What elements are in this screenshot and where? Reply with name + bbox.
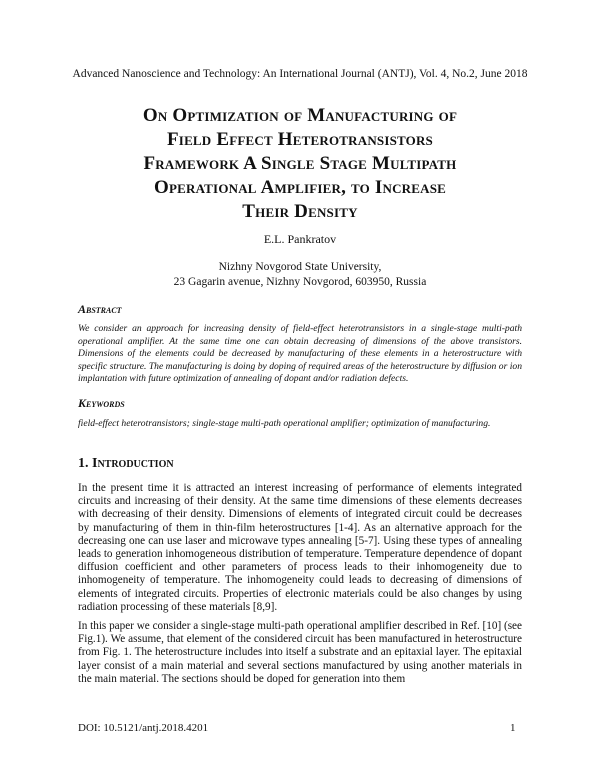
title-line: Framework A Single Stage Multipath xyxy=(143,153,457,174)
intro-paragraph-1: In the present time it is attracted an interest increasing of performance of elements integrated circuits and increasing of their density. At the same time dimensions of these elements decreases with decreasing of their density. Dimensions of elements of integrated circuit could be decreases by manufacturing of them in thin-film heterostructures [1-4]. As an alternative approach for the decreasing one can use laser and microwave types annealing [5-7]. Using these types of annealing leads to generation inhomogeneous distribution of temperature. Temperature dependence of dopant diffusion coefficient and other parameters of process leads to their inhomogeneity due to inhomogeneity of temperature. The inhomogeneity could leads to decreasing of dimensions of elements of integrated circuits. Properties of electronic materials could be also changes by using radiation processing of these materials [8,9]. xyxy=(78,482,522,613)
title-line: Their Density xyxy=(242,201,358,222)
affiliation-line-1: Nizhny Novgorod State University, xyxy=(218,261,382,273)
section-heading-introduction: 1. Introduction xyxy=(78,456,174,471)
page-number: 1 xyxy=(510,722,516,734)
keywords-heading: Keywords xyxy=(78,396,125,410)
abstract-heading: Abstract xyxy=(78,302,122,316)
title-line: On Optimization of Manufacturing of xyxy=(142,105,458,126)
affiliation xyxy=(0,260,600,290)
intro-paragraph-2: In this paper we consider a single-stage multi-path operational amplifier described in Ref. [10] (see Fig.1). We assume, that element of the considered circuit has been manufactured in heterostructure from Fig. 1. The heterostructure includes into itself a substrate and an epitaxial layer. The epitaxial layer consist of a main material and several sections manufactured by using another materials in the main material. The sections should be doped for generation into them xyxy=(78,620,522,685)
doi-footer: DOI: 10.5121/antj.2018.4201 xyxy=(78,722,209,734)
title-line: Field Effect Heterotransistors xyxy=(167,129,433,150)
keywords-text: field-effect heterotransistors; single-stage multi-path operational amplifier; optimization of manufacturing. xyxy=(78,418,491,429)
paper-title xyxy=(60,104,540,224)
journal-header: Advanced Nanoscience and Technology: An International Journal (ANTJ), Vol. 4, No.2, June 2018 xyxy=(72,68,528,80)
author-name: E.L. Pankratov xyxy=(263,232,337,246)
affiliation-line-2: 23 Gagarin avenue, Nizhny Novgorod, 603950, Russia xyxy=(173,276,427,288)
title-line: Operational Amplifier, to Increase xyxy=(153,177,447,198)
abstract-text: We consider an approach for increasing density of field-effect heterotransistors in a single-stage multi-path operational amplifier. At the same time one can obtain decreasing of dimensions of the above transistors. Dimensions of the elements could be decreased by manufacturing of these elements in a heterostructure with specific structure. The manufacturing is doing by doping of required areas of the heterostructure by diffusion or ion implantation with future optimization of annealing of dopant and/or radiation defects. xyxy=(78,323,522,384)
